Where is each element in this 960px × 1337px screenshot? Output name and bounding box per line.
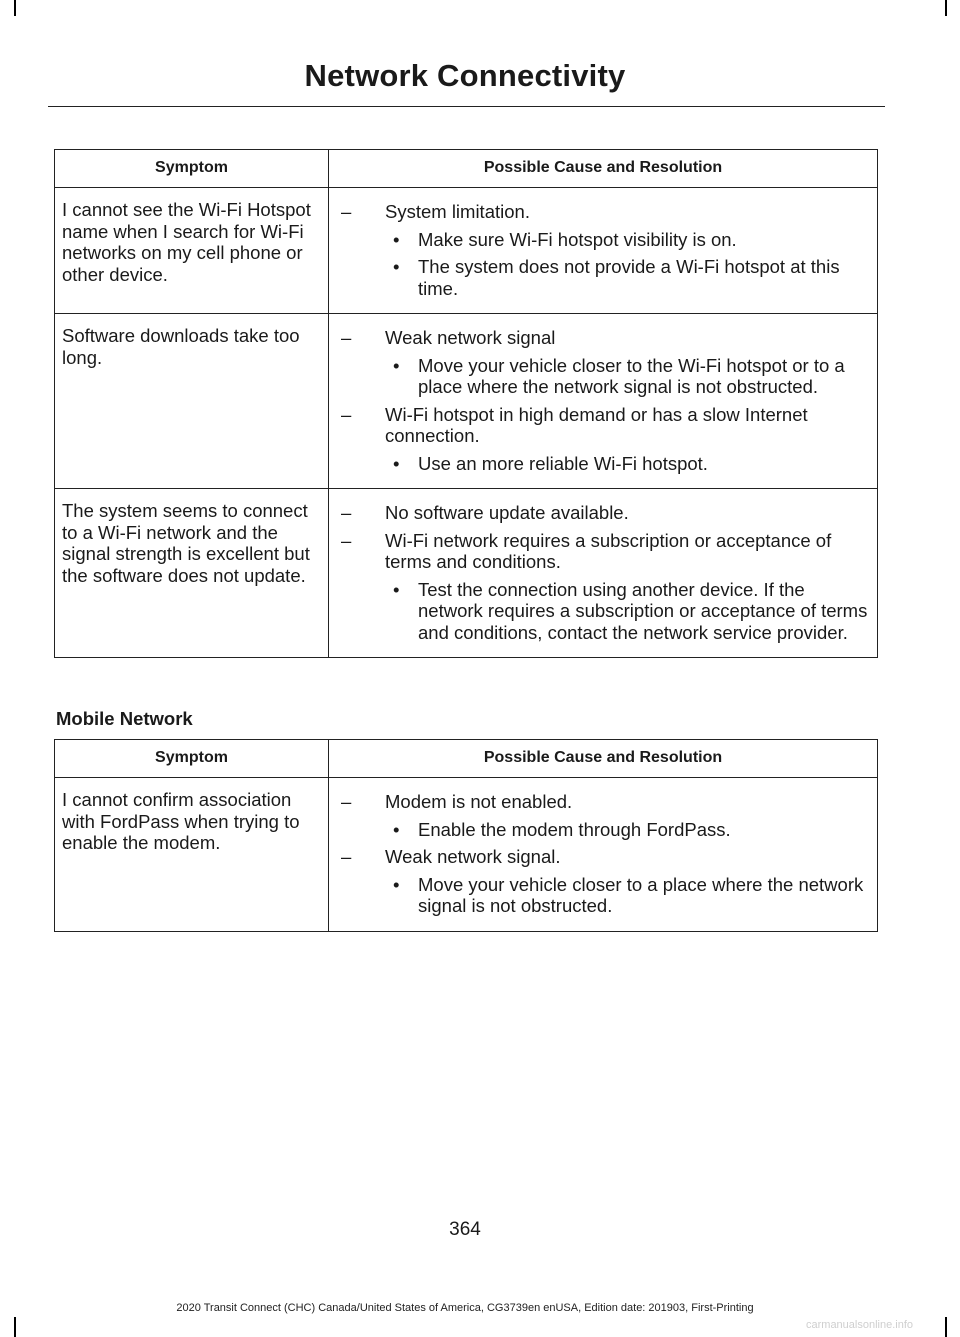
cause-text: Weak network signal: [385, 327, 556, 348]
dash-marker: –: [341, 846, 352, 867]
cause-cell: [329, 489, 878, 658]
dash-marker: –: [341, 791, 352, 812]
symptom-cell: I cannot see the Wi-Fi Hotspot name when I search for Wi-Fi networks on my cell phone or other device.: [55, 188, 329, 314]
symptom-cell: Software downloads take too long.: [55, 314, 329, 489]
bullet-marker: •: [393, 256, 400, 277]
bullet-marker: •: [393, 578, 400, 600]
cause-item: [341, 327, 871, 349]
cause-item: [341, 791, 871, 813]
resolution-text: Enable the modem through FordPass.: [418, 818, 731, 840]
dash-marker: –: [341, 529, 352, 551]
crop-mark-bottom-right: [945, 1317, 947, 1337]
table-row: [55, 489, 878, 658]
table-header-row: [55, 740, 878, 778]
resolution-item: [341, 819, 871, 841]
bullet-marker: •: [393, 818, 400, 840]
cause-cell: [329, 778, 878, 932]
crop-mark-bottom-left: [14, 1317, 16, 1337]
table-row: [55, 314, 878, 489]
bullet-marker: •: [393, 452, 400, 474]
title-divider: [48, 106, 885, 107]
resolution-text: Make sure Wi-Fi hotspot visibility is on.: [418, 228, 737, 250]
resolution-text: Test the connection using another device. If the network requires a subscription or acceptance of terms and conditions, contact the network service provider.: [418, 578, 868, 643]
watermark: carmanualsonline.info: [806, 1319, 914, 1331]
cause-text: Wi-Fi hotspot in high demand or has a slow Internet connection.: [385, 403, 808, 446]
column-header-symptom: Symptom: [55, 150, 329, 188]
edition-footer: 2020 Transit Connect (CHC) Canada/United States of America, CG3739en enUSA, Edition date: 201903, First-Printing: [176, 1302, 754, 1314]
cause-text: System limitation.: [385, 201, 530, 222]
dash-marker: –: [341, 327, 352, 348]
resolution-text: Use an more reliable Wi-Fi hotspot.: [418, 452, 708, 474]
cause-text: No software update available.: [385, 502, 629, 523]
section-heading-mobile-network: Mobile Network: [56, 708, 193, 729]
cause-item: [341, 502, 871, 524]
table-row: [55, 188, 878, 314]
page-title: Network Connectivity: [304, 58, 626, 93]
resolution-text: Move your vehicle closer to the Wi-Fi hotspot or to a place where the network signal is not obstructed.: [418, 354, 845, 397]
symptom-cell: I cannot confirm association with FordPass when trying to enable the modem.: [55, 778, 329, 932]
table-header-row: [55, 150, 878, 188]
bullet-marker: •: [393, 873, 400, 895]
symptom-cell: The system seems to connect to a Wi-Fi network and the signal strength is excellent but the software does not update.: [55, 489, 329, 658]
resolution-text: The system does not provide a Wi-Fi hotspot at this time.: [418, 256, 840, 299]
cause-cell: [329, 188, 878, 314]
page-number: 364: [449, 1219, 481, 1240]
wifi-troubleshooting-table: [54, 149, 878, 658]
cause-text: Weak network signal.: [385, 846, 561, 867]
column-header-cause: Possible Cause and Resolution: [329, 740, 878, 778]
resolution-item: [341, 874, 871, 917]
table-row: [55, 778, 878, 932]
column-header-cause: Possible Cause and Resolution: [329, 150, 878, 188]
cause-item: [341, 846, 871, 868]
cause-item: [341, 404, 871, 447]
resolution-item: [341, 579, 871, 644]
resolution-text: Move your vehicle closer to a place where the network signal is not obstructed.: [418, 873, 864, 916]
dash-marker: –: [341, 502, 352, 523]
bullet-marker: •: [393, 354, 400, 376]
resolution-item: [341, 355, 871, 398]
mobile-troubleshooting-table: [54, 739, 878, 932]
dash-marker: –: [341, 403, 352, 425]
resolution-item: [341, 256, 871, 299]
column-header-symptom: Symptom: [55, 740, 329, 778]
resolution-item: [341, 229, 871, 251]
cause-text: Wi-Fi network requires a subscription or acceptance of terms and conditions.: [385, 529, 832, 572]
cause-cell: [329, 314, 878, 489]
cause-item: [341, 201, 871, 223]
crop-mark-top-left: [14, 0, 16, 16]
cause-item: [341, 530, 871, 573]
cause-text: Modem is not enabled.: [385, 791, 573, 812]
bullet-marker: •: [393, 228, 400, 250]
resolution-item: [341, 453, 871, 475]
dash-marker: –: [341, 201, 352, 222]
crop-mark-top-right: [945, 0, 947, 16]
